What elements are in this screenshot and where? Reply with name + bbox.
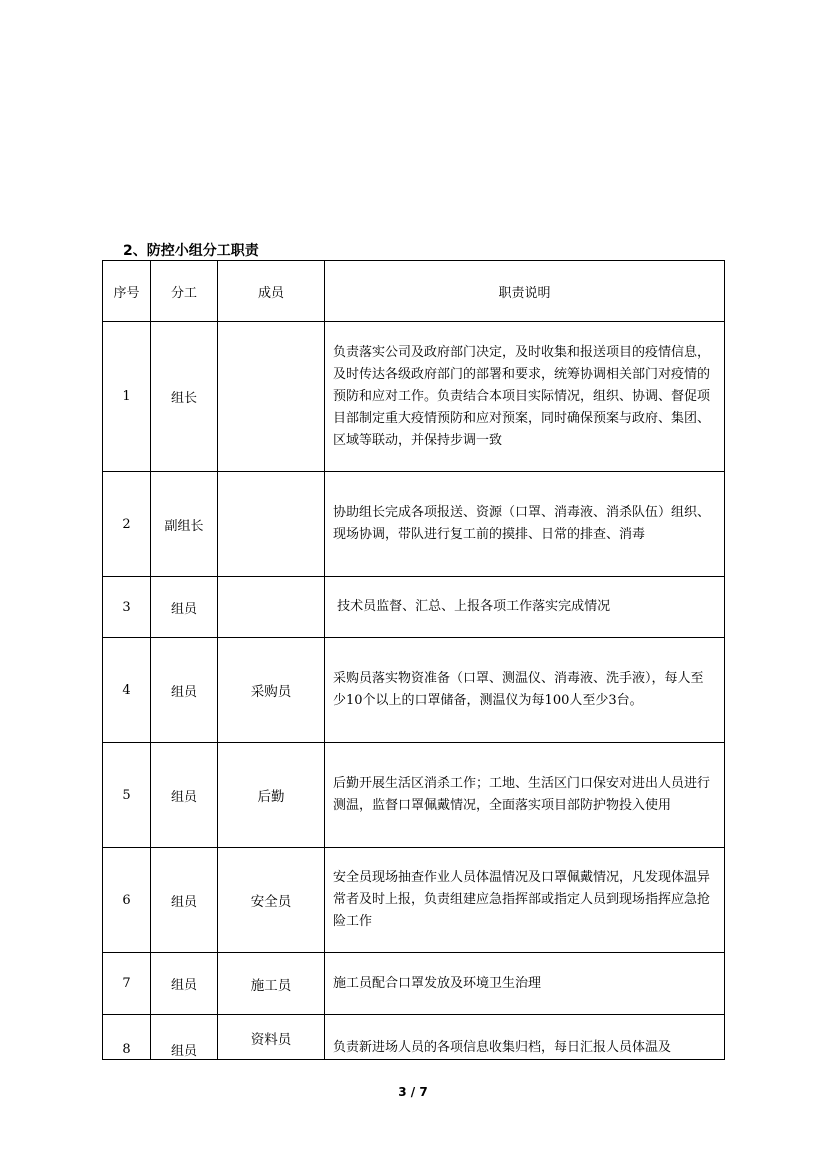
row-desc bbox=[325, 638, 725, 743]
row-desc bbox=[325, 743, 725, 848]
row-desc-emphasis: 全面落实项目部防护物投入使用 bbox=[489, 798, 672, 813]
table-row bbox=[103, 848, 725, 953]
row-member bbox=[218, 577, 325, 638]
table-row bbox=[103, 577, 725, 638]
row-role bbox=[151, 1015, 218, 1060]
row-desc-emphasis: 负责组建应急指挥部或指定人员到现场指挥应急抢险工作 bbox=[333, 892, 711, 929]
row-role: 组员 bbox=[151, 638, 218, 743]
row-desc-normal: 安全员现场抽查作业人员体温情况及口罩佩戴情况，凡发现体温异常者及时上报， bbox=[333, 870, 711, 907]
row-role: 组员 bbox=[151, 743, 218, 848]
row-member-text: 资料员 bbox=[250, 1032, 292, 1048]
header-desc: 职责说明 bbox=[325, 261, 725, 322]
row-desc-text: 施工员配合口罩发放及环境卫生治理 bbox=[333, 975, 542, 991]
row-seq: 5 bbox=[103, 743, 151, 848]
table-header-row bbox=[103, 261, 725, 322]
table-row bbox=[103, 953, 725, 1015]
row-member bbox=[218, 322, 325, 472]
row-member: 安全员 bbox=[218, 848, 325, 953]
row-desc bbox=[325, 848, 725, 953]
row-seq bbox=[103, 1015, 151, 1060]
table-row bbox=[103, 472, 725, 577]
row-desc-text: 负责新进场人员的各项信息收集归档，每日汇报人员体温及 bbox=[333, 1040, 672, 1055]
row-role: 组长 bbox=[151, 322, 218, 472]
header-role: 分工 bbox=[151, 261, 218, 322]
row-desc-normal: 后勤开展生活区消杀工作；工地、生活区门口保安对进出人员进行测温，监督口罩佩戴情况， bbox=[333, 776, 711, 813]
row-role: 组员 bbox=[151, 953, 218, 1015]
row-desc bbox=[325, 577, 725, 638]
row-desc bbox=[325, 472, 725, 577]
row-seq: 3 bbox=[103, 577, 151, 638]
row-desc bbox=[325, 1015, 725, 1060]
section-heading: 2、防控小组分工职责 bbox=[123, 243, 259, 259]
row-desc-text: 技术员监督、汇总、上报各项工作落实完成情况 bbox=[333, 599, 611, 614]
header-member: 成员 bbox=[218, 261, 325, 322]
row-role: 组员 bbox=[151, 577, 218, 638]
row-desc bbox=[325, 953, 725, 1015]
row-member: 施工员 bbox=[218, 953, 325, 1015]
table-row bbox=[103, 322, 725, 472]
row-seq-text: 8 bbox=[122, 1041, 131, 1057]
row-desc-text: 负责落实公司及政府部门决定，及时收集和报送项目的疫情信息，及时传达各级政府部门的部署和要求，统筹协调相关部门对疫情的预防和应对工作。负责结合本项目实际情况，组织、协调、督促项目部制定重大疫情预防和应对预案，同时确保预案与政府、集团、区域等联动，并保持步调一致 bbox=[333, 344, 711, 448]
row-seq: 1 bbox=[103, 322, 151, 472]
table-row bbox=[103, 638, 725, 743]
row-role-text: 组员 bbox=[170, 1043, 197, 1059]
duty-table bbox=[102, 260, 725, 1060]
row-seq: 4 bbox=[103, 638, 151, 743]
row-desc-text bbox=[333, 773, 716, 817]
row-desc-text: 协助组长完成各项报送、资源（口罩、消毒液、消杀队伍）组织、现场协调，带队进行复工前的摸排、日常的排查、消毒 bbox=[333, 505, 711, 542]
row-member: 后勤 bbox=[218, 743, 325, 848]
page-number: 3 / 7 bbox=[398, 1085, 428, 1099]
table-row bbox=[103, 1015, 725, 1060]
row-member bbox=[218, 1015, 325, 1060]
row-member: 采购员 bbox=[218, 638, 325, 743]
row-member bbox=[218, 472, 325, 577]
header-seq: 序号 bbox=[103, 261, 151, 322]
row-desc-text: 采购员落实物资准备（口罩、测温仪、消毒液、洗手液），每人至少10个以上的口罩储备，测温仪为每100人至少3台。 bbox=[333, 671, 704, 708]
row-seq: 7 bbox=[103, 953, 151, 1015]
table-row bbox=[103, 743, 725, 848]
row-seq: 2 bbox=[103, 472, 151, 577]
row-desc-text bbox=[333, 867, 716, 933]
row-seq: 6 bbox=[103, 848, 151, 953]
row-role: 副组长 bbox=[151, 472, 218, 577]
row-role: 组员 bbox=[151, 848, 218, 953]
row-desc bbox=[325, 322, 725, 472]
